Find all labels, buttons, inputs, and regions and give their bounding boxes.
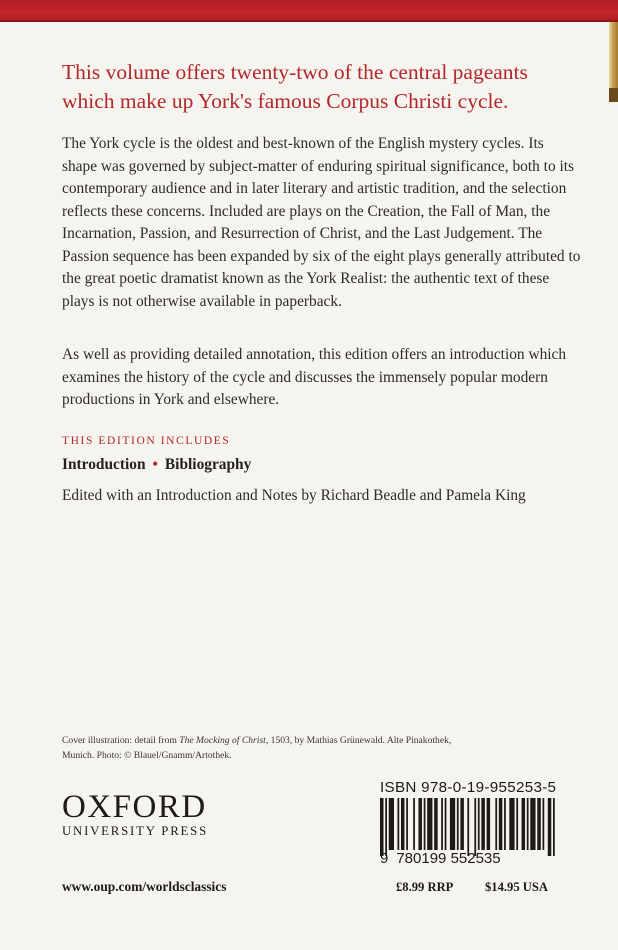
barcode-bar (487, 798, 491, 850)
price-gb: £8.99 RRP (396, 880, 454, 894)
price-us: $14.95 USA (485, 880, 548, 894)
barcode-bar (548, 798, 552, 856)
includes-item-bibliography: Bibliography (164, 456, 252, 473)
description-paragraph-2: As well as providing detailed annotation, this edition offers an introduction which examines the history of the cycle and discusses the immensely popular modern productions in York and elsewhere. (62, 346, 567, 408)
barcode-bar (406, 798, 408, 850)
barcode-bar (418, 798, 422, 850)
barcode-bar (474, 798, 476, 856)
editors-credit: Edited with an Introduction and Notes by Richard Beadle and Pamela King (62, 487, 526, 504)
credit-prefix: Cover illustration: detail from (62, 735, 180, 746)
barcode-bar (478, 798, 480, 850)
barcode-bar (499, 798, 503, 850)
barcode-bar (467, 798, 469, 856)
spine-edge-strip (609, 22, 618, 102)
publisher-subtitle: UNIVERSITY PRESS (62, 824, 209, 838)
barcode-bar (434, 798, 438, 850)
barcode-bar (504, 798, 506, 850)
barcode-bar (516, 798, 518, 850)
barcode-bar (457, 798, 459, 850)
barcode-bar (537, 798, 541, 850)
barcode-bar (389, 798, 394, 850)
includes-heading: THIS EDITION INCLUDES (62, 435, 231, 447)
cover-illustration-credit (62, 733, 462, 763)
isbn-label: ISBN 978-0-19-955253-5 (380, 779, 557, 796)
includes-list (62, 456, 251, 474)
top-red-band (0, 0, 618, 22)
barcode-bar (481, 798, 485, 850)
barcode-bar (460, 798, 464, 850)
barcode (380, 798, 560, 856)
barcode-bar (495, 798, 497, 850)
publisher-logo-oxford: OXFORD (62, 789, 207, 825)
credit-work-title: The Mocking of Christ (179, 735, 266, 746)
credit-suffix: , 1503, by Mathias Grünewald. Alte Pinakothek, Munich. Photo: © Blauel/Gnamm/Artothek. (62, 735, 452, 761)
barcode-bar (543, 798, 545, 850)
barcode-bar (385, 798, 387, 856)
barcode-bar (401, 798, 405, 850)
barcode-bar (527, 798, 529, 850)
barcode-bar (509, 798, 514, 850)
barcode-bar (445, 798, 447, 850)
barcode-bar (450, 798, 455, 850)
barcode-bar (380, 798, 384, 856)
description-paragraph-1: The York cycle is the oldest and best-known of the English mystery cycles. Its shape was governed by subject-matter of enduring spiritual significance, both to its contemporary audience and in later literary and artistic tradition, and the selection reflects these concerns. Included are plays on the Creation, the Fall of Man, the Incarnation, Passion, and Resurrection of Christ, and the Last Judgement. The Passion sequence has been expanded by six of the eight plays generally attributed to the great poetic dramatist known as the York Realist: the authentic text of these plays is not otherwise available in paperback. (62, 135, 581, 310)
barcode-bar (427, 798, 432, 850)
bullet-separator: • (152, 456, 158, 473)
publisher-url[interactable]: www.oup.com/worldsclassics (62, 879, 227, 894)
barcode-digits (380, 850, 501, 867)
tagline: This volume offers twenty-two of the central pageants which make up York's famous Corpus Christi cycle. (62, 60, 528, 113)
barcode-bar (424, 798, 426, 850)
barcode-bar (413, 798, 415, 850)
barcode-bar (441, 798, 443, 850)
barcode-lead-digit: 9 (380, 850, 389, 867)
includes-item-introduction: Introduction (62, 456, 146, 473)
barcode-bar (553, 798, 555, 856)
barcode-bar (522, 798, 526, 850)
barcode-bar (530, 798, 535, 850)
barcode-number: 780199 552535 (396, 850, 501, 867)
barcode-bar (397, 798, 399, 850)
